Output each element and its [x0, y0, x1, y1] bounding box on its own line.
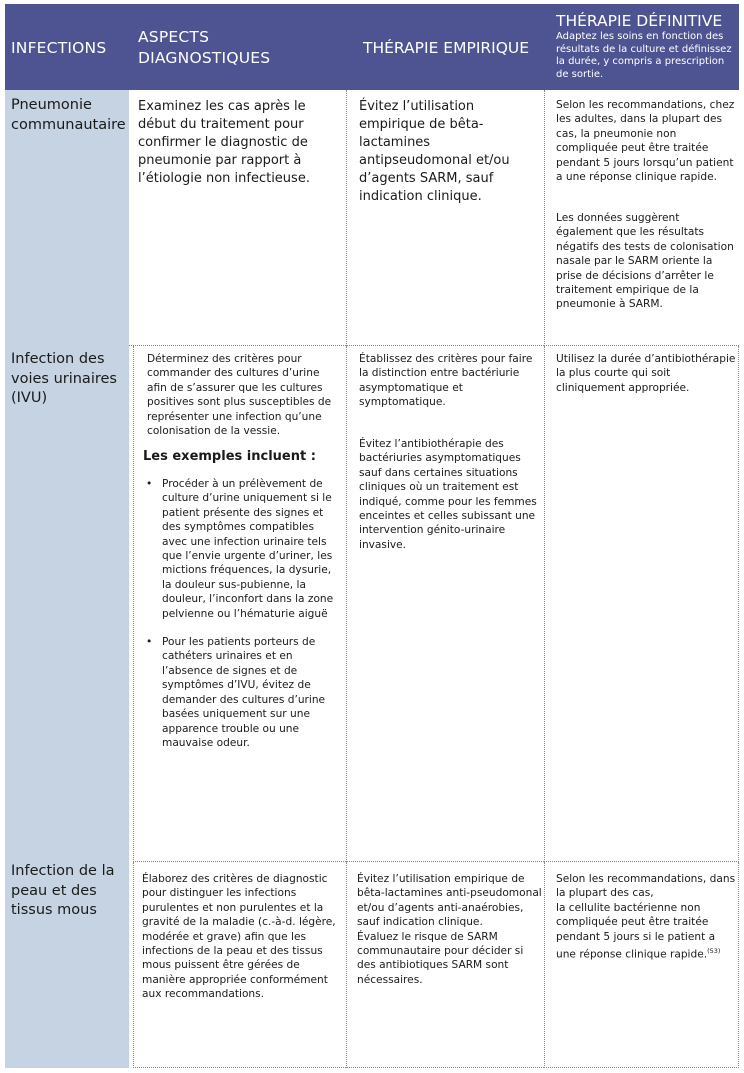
row1-aspects-text: Examinez les cas après le début du traitement pour confirmer le diagnostic de pneumonie par rapport à l’étiologie non infectieuse. — [138, 99, 310, 186]
row1-definitive-cell — [544, 90, 739, 346]
list-item: • Procéder à un prélèvement de culture d’urine uniquement si le patient présente des signes et des symptômes compatibles avec une infection urinaire tels que l’envie urgente d’uriner, les mictions fréquences, la dysurie, la douleur sus-pubienne, la douleur, l’inconfort dans la zone pelvienne ou l’hématurie aiguë — [146, 478, 334, 620]
header-infections: INFECTIONS — [11, 39, 107, 57]
row2-aspects-intro: Déterminez des critères pour commander des cultures d’urine afin de s’assurer que les cultures positives sont plus susceptibles de représenter une infection qu’une colonisation de la vessie. — [147, 353, 332, 438]
row2-empirique-p1: Établissez des critères pour faire la distinction entre bactériurie asymptomatique et symptomatique. — [359, 353, 533, 409]
header-definitive-subtitle: Adaptez les soins en fonction des résultats de la culture et définissez la durée, y compris a prescription de sortie. — [556, 31, 732, 80]
row-label-pneumonia: Pneumonie communautaire — [11, 97, 126, 133]
table-header — [5, 4, 739, 90]
row3-empirique-cell — [346, 862, 544, 1068]
recommendations-table — [5, 4, 739, 1068]
row-label-skin: Infection de la peau et des tissus mous — [11, 863, 115, 918]
row1-definitive-p1: Selon les recommandations, chez les adultes, dans la plupart des cas, la pneumonie non compliquée peut être traitée pendant 5 jours lorsqu’un patient a une réponse clinique rapide. — [556, 99, 735, 184]
row2-examples-title: Les exemples incluent : — [143, 449, 316, 464]
row2-definitive-cell — [544, 346, 739, 862]
row3-definitive-cell — [544, 862, 739, 1068]
row1-empirique-text: Évitez l’utilisation empirique de bêta-lactamines antipseudomonal et/ou d’agents SARM, sauf indication clinique. — [359, 99, 510, 204]
row2-aspects-cell — [133, 346, 346, 862]
row2-examples-list — [142, 477, 342, 750]
row3-aspects-cell — [133, 862, 346, 1068]
row2-definitive-text: Utilisez la durée d’antibiothérapie la plus courte qui soit cliniquement appropriée. — [556, 353, 736, 394]
header-definitive — [544, 4, 739, 90]
infection-column — [5, 90, 129, 1068]
row1-aspects-cell — [129, 90, 346, 346]
row-label-uti: Infection des voies urinaires (IVU) — [11, 351, 117, 406]
header-definitive-title: THÉRAPIE DÉFINITIVE — [556, 12, 723, 30]
list-item: • Pour les patients porteurs de cathéters urinaires et en l’absence de signes et de symptômes d’IVU, évitez de demander des cultures d’urine basées uniquement sur une apparence trouble ou une mauvaise odeur. — [146, 636, 326, 749]
row1-definitive-p2: Les données suggèrent également que les résultats négatifs des tests de colonisation nasale par le SARM oriente la prise de décisions d’arrêter le traitement empirique de la pneumonie à SARM. — [556, 212, 734, 311]
row1-empirique-cell — [346, 90, 544, 346]
row2-empirique-p2: Évitez l’antibiothérapie des bactériuries asymptomatiques sauf dans certaines situations cliniques où un traitement est indiqué, comme pour les femmes enceintes et celles subissant une intervention génito-urinaire invasive. — [359, 438, 537, 551]
row2-empirique-cell — [346, 346, 544, 862]
row3-aspects-text: Élaborez des critères de diagnostic pour distinguer les infections purulentes et non purulentes et la gravité de la maladie (c.-à-d. légère, modérée et grave) afin que les infections de la peau et des tissus mous puissent être gérées de manière appropriée conformément aux recommandations. — [142, 873, 336, 1001]
header-empirique: THÉRAPIE EMPIRIQUE — [363, 39, 530, 57]
header-aspects: ASPECTS DIAGNOSTIQUES — [138, 28, 271, 67]
row3-definitive-text: Selon les recommandations, dans la plupart des cas, la cellulite bactérienne non compliquée peut être traitée pendant 5 jours si le patient a une réponse clinique rapide.$^{(53)}$ — [556, 873, 736, 961]
row3-empirique-text: Évitez l’utilisation empirique de bêta-lactamines anti-pseudomonal et/ou d’agents anti-anaérobies, sauf indication clinique. Évaluez le risque de SARM communautaire pour décider si des antibiotiques SARM sont nécessaires. — [357, 873, 542, 986]
reference-53: (53) — [707, 947, 721, 956]
